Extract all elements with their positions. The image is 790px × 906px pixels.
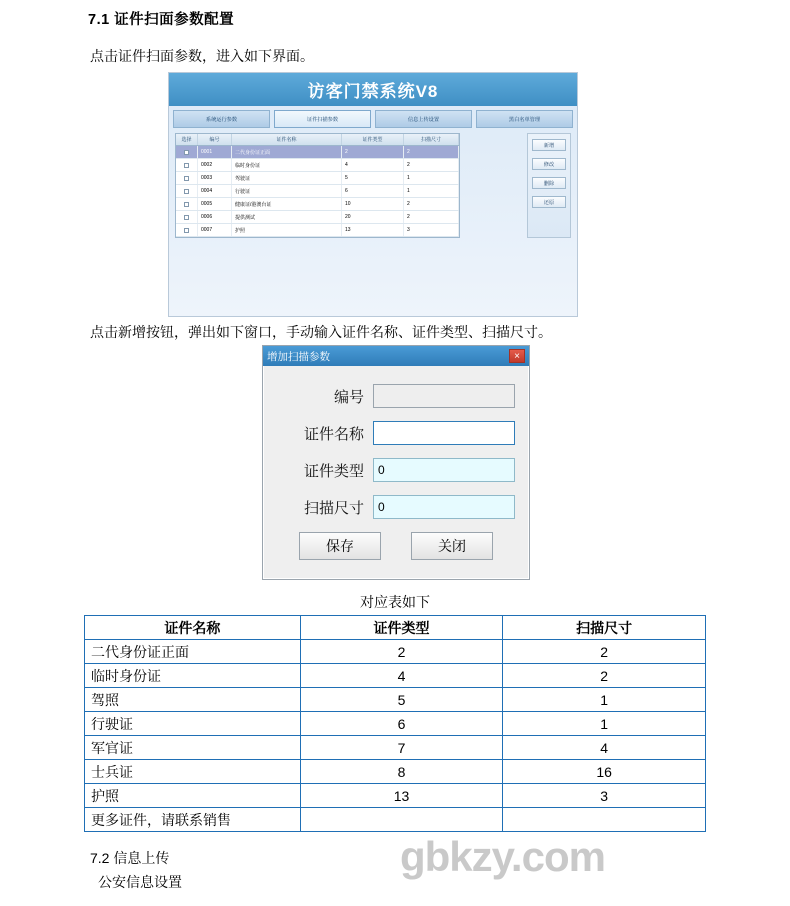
cell-type: 4 xyxy=(300,664,503,688)
table-row[interactable] xyxy=(176,211,459,224)
header-type: 证件类型 xyxy=(300,616,503,640)
watermark-text: gbkzy.com xyxy=(400,833,605,880)
row-checkbox[interactable] xyxy=(176,185,198,197)
grid-header-id: 编号 xyxy=(198,134,232,145)
dialog-body xyxy=(263,366,529,560)
app-window-screenshot xyxy=(168,72,578,317)
row-type: 10 xyxy=(342,198,404,210)
cell-name: 士兵证 xyxy=(85,760,301,784)
row-type: 20 xyxy=(342,211,404,223)
add-button[interactable]: 新增 xyxy=(532,139,566,151)
next-section-sub: 公安信息设置 xyxy=(98,874,182,890)
row-type: 5 xyxy=(342,172,404,184)
cell-name: 行驶证 xyxy=(85,712,301,736)
dialog-title: 增加扫描参数 xyxy=(267,350,330,363)
row-id: 0007 xyxy=(198,224,232,236)
checkbox-icon[interactable] xyxy=(184,202,189,207)
row-type: 4 xyxy=(342,159,404,171)
dialog-button-row xyxy=(277,532,515,560)
row-size: 3 xyxy=(404,224,459,236)
label-id: 编号 xyxy=(334,388,365,406)
row-size: 1 xyxy=(404,172,459,184)
row-type: 6 xyxy=(342,185,404,197)
row-size: 2 xyxy=(404,198,459,210)
table-row[interactable] xyxy=(176,172,459,185)
cell-size: 16 xyxy=(503,760,706,784)
row-size: 2 xyxy=(404,146,459,158)
row-checkbox[interactable] xyxy=(176,198,198,210)
save-button[interactable]: 保存 xyxy=(299,532,381,560)
row-name: 二代身份证正面 xyxy=(232,146,342,158)
field-row-name xyxy=(277,421,515,445)
row-name: 临时身份证 xyxy=(232,159,342,171)
add-scan-param-dialog xyxy=(262,345,530,580)
table-row xyxy=(85,784,706,808)
cell-type: 13 xyxy=(300,784,503,808)
side-action-panel xyxy=(527,133,571,238)
row-id: 0004 xyxy=(198,185,232,197)
grid-header-row xyxy=(176,134,459,146)
checkbox-icon[interactable] xyxy=(184,163,189,168)
tab-system-params[interactable]: 系统运行参数 xyxy=(173,110,270,128)
row-type: 2 xyxy=(342,146,404,158)
cell-size: 3 xyxy=(503,784,706,808)
row-checkbox[interactable] xyxy=(176,224,198,236)
cell-name: 军官证 xyxy=(85,736,301,760)
row-name: 提供测试 xyxy=(232,211,342,223)
label-type: 证件类型 xyxy=(304,462,365,480)
row-size: 1 xyxy=(404,185,459,197)
cell-size xyxy=(503,808,706,832)
row-id: 0002 xyxy=(198,159,232,171)
row-name: 驾驶证 xyxy=(232,172,342,184)
cell-type xyxy=(300,808,503,832)
tab-scan-params[interactable]: 证件扫描参数 xyxy=(274,110,371,128)
input-name[interactable] xyxy=(373,421,515,445)
app-tab-bar xyxy=(173,110,573,128)
tab-blacklist-management[interactable]: 黑白名单管理 xyxy=(476,110,573,128)
table-caption: 对应表如下 xyxy=(360,594,430,610)
cell-type: 2 xyxy=(300,640,503,664)
app-title-bar: 访客门禁系统V8 xyxy=(169,73,577,106)
field-row-id xyxy=(277,384,515,408)
row-checkbox[interactable] xyxy=(176,211,198,223)
cell-name: 护照 xyxy=(85,784,301,808)
delete-button[interactable]: 删除 xyxy=(532,177,566,189)
header-name: 证件名称 xyxy=(85,616,301,640)
app-content-area xyxy=(169,128,577,243)
checkbox-icon[interactable] xyxy=(184,189,189,194)
field-row-type xyxy=(277,458,515,482)
grid-header-select: 选择 xyxy=(176,134,198,145)
reference-table xyxy=(84,615,706,832)
header-size: 扫描尺寸 xyxy=(503,616,706,640)
restore-button[interactable]: 还原 xyxy=(532,196,566,208)
table-row xyxy=(85,760,706,784)
table-row[interactable] xyxy=(176,198,459,211)
grid-header-name: 证件名称 xyxy=(232,134,342,145)
row-name: 护照 xyxy=(232,224,342,236)
cell-name: 驾照 xyxy=(85,688,301,712)
row-type: 13 xyxy=(342,224,404,236)
cell-name: 临时身份证 xyxy=(85,664,301,688)
row-checkbox[interactable] xyxy=(176,159,198,171)
cell-name: 二代身份证正面 xyxy=(85,640,301,664)
table-row[interactable] xyxy=(176,159,459,172)
row-checkbox[interactable] xyxy=(176,146,198,158)
tab-upload-settings[interactable]: 信息上传设置 xyxy=(375,110,472,128)
table-row[interactable] xyxy=(176,146,459,159)
input-size[interactable]: 0 xyxy=(373,495,515,519)
row-id: 0003 xyxy=(198,172,232,184)
field-row-size xyxy=(277,495,515,519)
table-row[interactable] xyxy=(176,224,459,237)
table-header-row xyxy=(85,616,706,640)
dialog-title-bar xyxy=(263,346,529,366)
cell-size: 2 xyxy=(503,640,706,664)
grid-header-size: 扫描尺寸 xyxy=(404,134,459,145)
cell-size: 1 xyxy=(503,712,706,736)
table-row xyxy=(85,664,706,688)
checkbox-icon[interactable] xyxy=(184,215,189,220)
row-name: 行驶证 xyxy=(232,185,342,197)
table-row xyxy=(85,640,706,664)
edit-button[interactable]: 修改 xyxy=(532,158,566,170)
row-id: 0001 xyxy=(198,146,232,158)
row-name: 健康证/港澳台证 xyxy=(232,198,342,210)
label-name: 证件名称 xyxy=(304,425,365,443)
label-size: 扫描尺寸 xyxy=(304,499,365,517)
cell-size: 2 xyxy=(503,664,706,688)
row-checkbox[interactable] xyxy=(176,172,198,184)
checkbox-icon[interactable] xyxy=(184,176,189,181)
close-button[interactable]: 关闭 xyxy=(411,532,493,560)
row-size: 2 xyxy=(404,211,459,223)
section-heading: 7.1 证件扫面参数配置 xyxy=(88,12,235,28)
table-row xyxy=(85,736,706,760)
table-row xyxy=(85,688,706,712)
cell-type: 5 xyxy=(300,688,503,712)
row-size: 2 xyxy=(404,159,459,171)
cell-size: 4 xyxy=(503,736,706,760)
cell-type: 6 xyxy=(300,712,503,736)
input-type[interactable]: 0 xyxy=(373,458,515,482)
paragraph-dialog-intro: 点击新增按钮，弹出如下窗口，手动输入证件名称、证件类型、扫描尺寸。 xyxy=(90,324,552,340)
close-icon[interactable]: × xyxy=(509,349,525,363)
row-id: 0006 xyxy=(198,211,232,223)
row-id: 0005 xyxy=(198,198,232,210)
next-section-heading: 7.2 信息上传 xyxy=(90,850,170,866)
scan-params-grid xyxy=(175,133,460,238)
checkbox-icon[interactable] xyxy=(184,228,189,233)
checkbox-icon[interactable] xyxy=(184,150,189,155)
paragraph-intro: 点击证件扫面参数，进入如下界面。 xyxy=(90,48,314,64)
table-row[interactable] xyxy=(176,185,459,198)
cell-type: 7 xyxy=(300,736,503,760)
cell-size: 1 xyxy=(503,688,706,712)
table-row xyxy=(85,712,706,736)
grid-header-type: 证件类型 xyxy=(342,134,404,145)
table-row xyxy=(85,808,706,832)
cell-type: 8 xyxy=(300,760,503,784)
cell-name: 更多证件，请联系销售 xyxy=(85,808,301,832)
input-id[interactable] xyxy=(373,384,515,408)
